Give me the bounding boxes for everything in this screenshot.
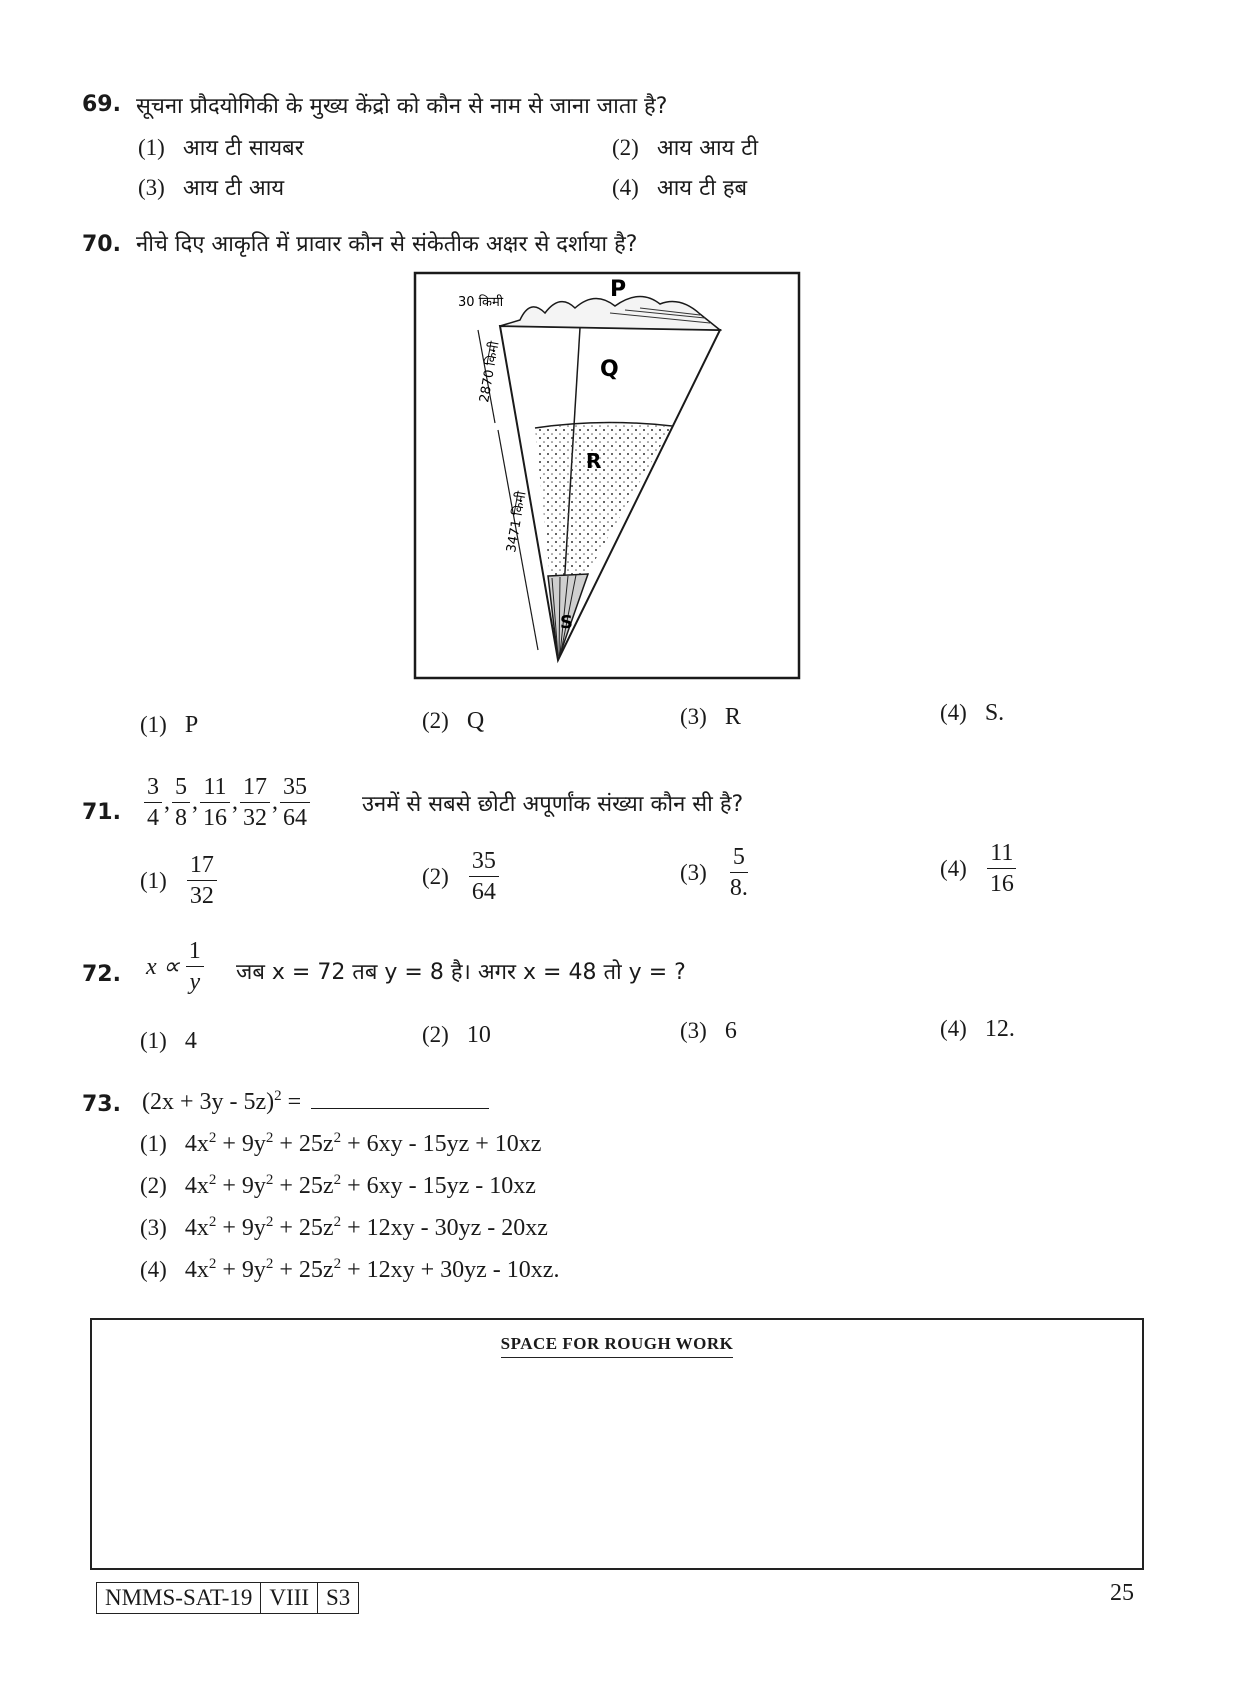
option[interactable] — [138, 132, 304, 162]
rough-work-box[interactable] — [90, 1318, 1144, 1570]
option-number: (3) — [680, 859, 707, 885]
fraction-list: $\frac{3}{4}$ , $\frac{5}{8}$ , $\frac{11}{16}$ , $\frac{17}{32}$ , $\frac{35}{64}$ — [142, 772, 312, 833]
rough-work-title: SPACE FOR ROUGH WORK — [501, 1334, 734, 1358]
option-number: (1) — [140, 1028, 167, 1053]
option-text: 6 — [724, 1018, 737, 1044]
figure-label-q: Q — [600, 357, 619, 382]
option-text: R — [724, 704, 741, 730]
option-text: आय टी सायबर — [182, 136, 304, 161]
option-number: (1) — [140, 1131, 167, 1156]
option[interactable] — [140, 1256, 559, 1284]
option-fraction: $\frac{17}{32}$ — [187, 850, 217, 911]
option[interactable] — [138, 172, 284, 202]
option-text: P — [184, 712, 199, 738]
option[interactable] — [940, 700, 1004, 727]
option[interactable] — [422, 846, 501, 907]
option-number: (4) — [940, 700, 967, 725]
question-number: 69. — [82, 92, 121, 117]
option[interactable] — [140, 1130, 541, 1158]
option-number: (4) — [140, 1257, 167, 1282]
option[interactable] — [140, 1214, 548, 1242]
fraction: $\frac{35}{64}$ — [280, 772, 310, 833]
option-number: (2) — [422, 708, 449, 733]
option-number: (2) — [140, 1173, 167, 1198]
class-code: VIII — [261, 1582, 318, 1614]
option-number: (1) — [140, 712, 167, 737]
fraction: $\frac{5}{8}$ — [172, 772, 190, 833]
figure-label-s: S — [560, 612, 573, 633]
option-number: (3) — [138, 175, 165, 200]
fraction: $\frac{1}{y}$ — [186, 936, 204, 997]
option-fraction: $\frac{35}{64}$ — [469, 846, 499, 907]
figure-label-p: P — [610, 277, 627, 302]
outer-core-region — [535, 422, 672, 578]
option-number: (2) — [422, 863, 449, 889]
option[interactable] — [140, 1028, 197, 1055]
option-text: आय टी आय — [182, 176, 285, 201]
option[interactable] — [140, 850, 219, 911]
option[interactable] — [422, 708, 484, 735]
figure-dimension-crust: 30 किमी — [458, 295, 504, 310]
question-text: नीचे दिए आकृति में प्रावार कौन से संकेतीक अक्षर से दर्शाया है? — [136, 232, 638, 257]
option-fraction: $\frac{11}{16}$ — [987, 838, 1017, 899]
question-expression: $(2x + 3y - 5z)^2$ = — [142, 1088, 489, 1116]
question-text: सूचना प्रौदयोगिकी के मुख्य केंद्रो को कौन से नाम से जाना जाता है? — [136, 94, 668, 119]
question-number: 73. — [82, 1092, 121, 1117]
option[interactable] — [680, 842, 753, 903]
option[interactable] — [422, 1022, 491, 1049]
option[interactable] — [140, 712, 198, 739]
question-number: 71. — [82, 800, 121, 825]
option-number: (4) — [612, 175, 639, 200]
proportion-prefix: x ∝ — [146, 954, 180, 980]
option[interactable] — [940, 838, 1019, 899]
option-number: (4) — [940, 1016, 967, 1041]
proportion-expression — [146, 936, 206, 997]
option-number: (2) — [422, 1022, 449, 1047]
option-text: $4x^2 + 9y^2 + 25z^2 + 6xy - 15yz - 10xz$ — [184, 1172, 536, 1199]
option[interactable] — [680, 1018, 737, 1045]
question-text: जब x = 72 तब y = 8 है। अगर x = 48 तो y = ? — [236, 960, 686, 985]
option-number: (3) — [680, 704, 707, 729]
figure-dimension-mantle: 2870 किमी — [477, 340, 503, 404]
option[interactable] — [680, 704, 741, 731]
option-number: (1) — [140, 867, 167, 893]
answer-blank — [311, 1108, 489, 1109]
option-text: 10 — [466, 1022, 491, 1048]
option-text: $4x^2 + 9y^2 + 25z^2 + 6xy - 15yz + 10xz$ — [184, 1130, 542, 1157]
option-text: $4x^2 + 9y^2 + 25z^2 + 12xy + 30yz - 10xz$. — [184, 1256, 560, 1283]
option-text: आय टी हब — [656, 176, 748, 201]
option[interactable] — [140, 1172, 536, 1200]
option-number: (2) — [612, 135, 639, 160]
option-text: Q — [466, 708, 485, 734]
option[interactable] — [940, 1016, 1015, 1043]
option-number: (4) — [940, 855, 967, 881]
option-text: 12. — [984, 1016, 1015, 1042]
figure-dimension-core: 3471 किमी — [504, 490, 530, 554]
option[interactable] — [612, 132, 758, 162]
option-text: आय आय टी — [656, 136, 759, 161]
option-number: (3) — [680, 1018, 707, 1043]
fraction: $\frac{11}{16}$ — [200, 772, 230, 833]
option-number: (3) — [140, 1215, 167, 1240]
fraction: $\frac{3}{4}$ — [144, 772, 162, 833]
question-number: 72. — [82, 962, 121, 987]
figure-label-r: R — [586, 449, 602, 473]
fraction: $\frac{17}{32}$ — [240, 772, 270, 833]
set-code: S3 — [318, 1582, 359, 1614]
earth-layers-figure — [410, 268, 810, 688]
option-fraction: $\frac{5}{8.}$ — [729, 844, 748, 901]
option-text: 4 — [184, 1028, 197, 1054]
option-text: S. — [984, 700, 1005, 726]
question-text: उनमें से सबसे छोटी अपूर्णांक संख्या कौन सी है? — [362, 792, 744, 817]
question-number: 70. — [82, 232, 121, 257]
page-number: 25 — [1110, 1580, 1134, 1606]
option-number: (1) — [138, 135, 165, 160]
option[interactable] — [612, 172, 747, 202]
exam-code: NMMS-SAT-19 — [96, 1582, 261, 1614]
footer-code — [96, 1582, 359, 1614]
option-text: $4x^2 + 9y^2 + 25z^2 + 12xy - 30yz - 20xz$ — [184, 1214, 548, 1241]
